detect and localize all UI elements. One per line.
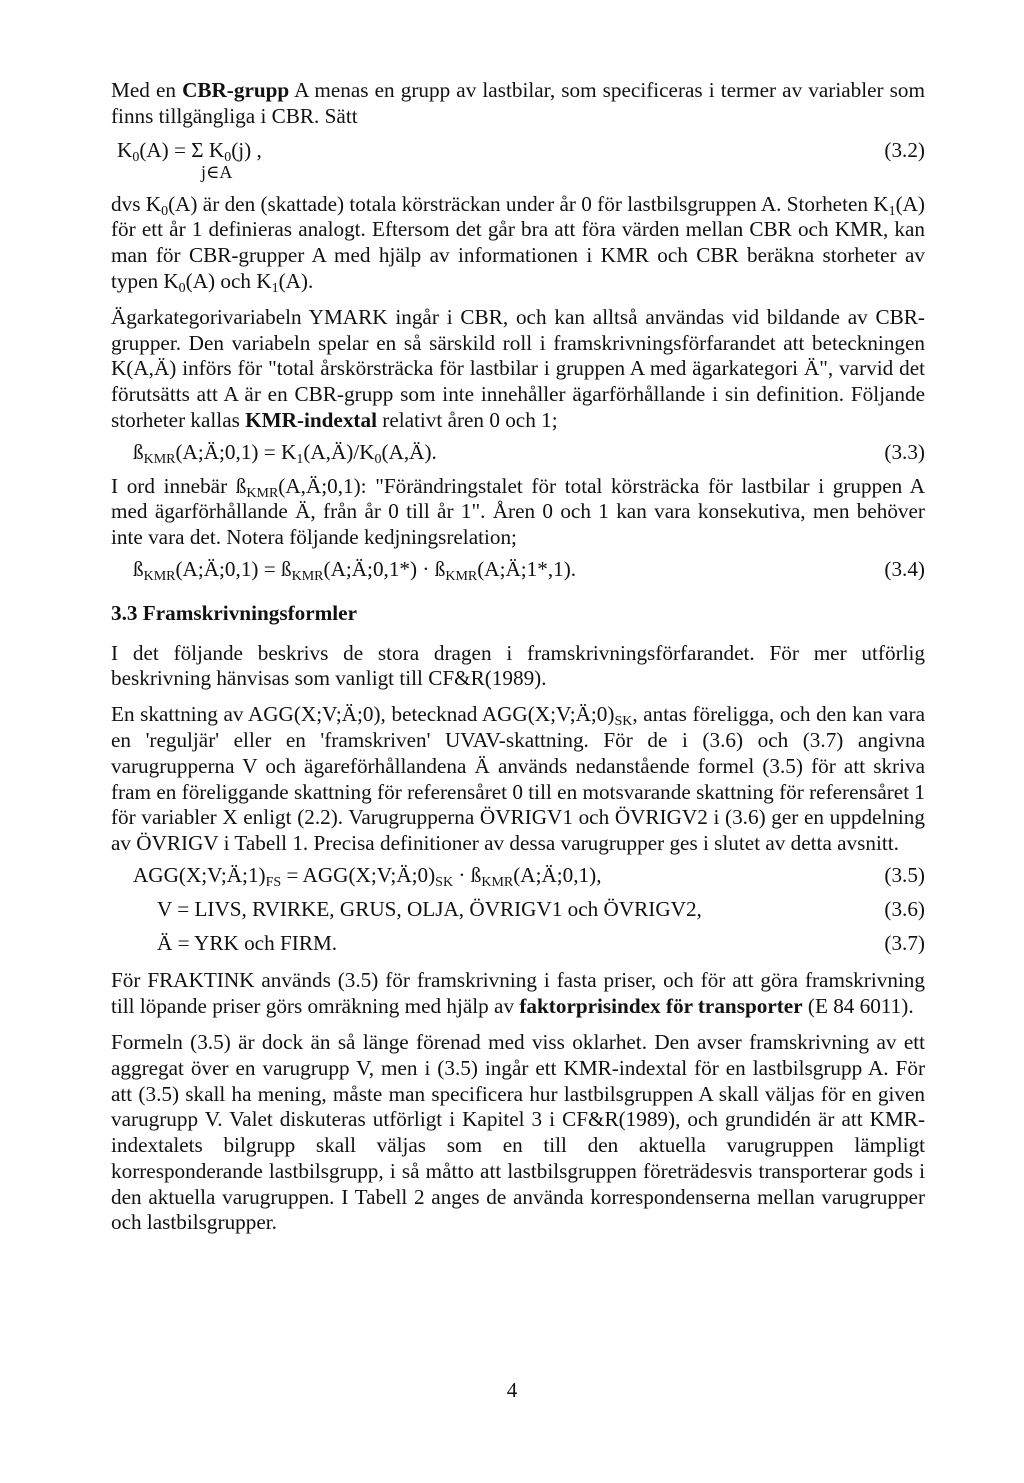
subscript: 1 [888, 203, 896, 219]
subscript: KMR [246, 485, 279, 501]
equation-number: (3.5) [884, 862, 925, 887]
subscript: 0 [224, 149, 232, 165]
text: Med en [111, 78, 183, 102]
subscript: SK [614, 714, 633, 730]
paragraph-i-ord [111, 474, 925, 551]
eq-part: ß [133, 439, 144, 464]
equation-3-6: V = LIVS, RVIRKE, GRUS, OLJA, ÖVRIGV1 och ÖVRIGV2, [157, 896, 702, 921]
eq-part: (j) , [231, 137, 262, 162]
text: (A,Ä;0,1): "Förändringstalet för total körsträcka för lastbilar i gruppen A med ägarförhållande Ä, från år 0 till år 1". Åren 0 och 1 kan vara konsekutiva, men behöver inte vara det. Notera följande kedjningsrelation; [111, 473, 925, 550]
equation-number: (3.2) [884, 137, 925, 162]
text: (A) för ett år 1 definieras analogt. Eftersom det går bra att föra värden mellan CBR och KMR, kan man för CBR-grupper A med hjälp av informationen i KMR och CBR beräkna storheter av typen K [111, 191, 925, 293]
text: (A). [278, 268, 314, 293]
subscript: KMR [143, 568, 176, 584]
eq-part: (A;Ä;1*,1). [477, 556, 577, 581]
subscript: 0 [178, 280, 186, 296]
equation-3-7: Ä = YRK och FIRM. [157, 930, 338, 955]
equation-3-2 [111, 138, 925, 188]
eq-part: (A) = Σ K [139, 137, 225, 162]
eq-part: AGG(X;V;Ä;1) [133, 862, 266, 887]
bold-term: KMR-indextal [245, 407, 377, 432]
paragraph-cbr-grupp [111, 78, 925, 130]
eq-part: ß [133, 556, 144, 581]
subscript: KMR [143, 451, 176, 467]
text: , antas föreligga, och den kan vara en 'reguljär' eller en 'framskriven' UVAV-skattning. För de i (3.6) och (3.7) angivna varugrupperna V och ägareförhållandena Ä används nedanstående formel (3.5) för att skriva fram en föreliggande skattning för referensåret 0 till en motsvarande skattning för referensåret 1 för variabler X enligt (2.2). Varugrupperna ÖVRIGV1 och ÖVRIGV2 i (3.6) ger en uppdelning av ÖVRIGV i Tabell 1. Precisa definitioner av dessa varugrupper ges i slutet av detta avsnitt. [111, 702, 925, 856]
document-page [111, 78, 925, 1246]
section-heading: 3.3 Framskrivningsformler [111, 600, 357, 625]
eq-part: (A;Ä;0,1) = K [175, 439, 297, 464]
text: I ord innebär ß [111, 473, 247, 498]
paragraph-fraktink [111, 968, 925, 1020]
subscript: KMR [445, 568, 478, 584]
eq-part: (A;Ä;0,1), [513, 862, 602, 887]
paragraph-formeln: Formeln (3.5) är dock än så länge förenad med viss oklarhet. Den avser framskrivning av ett aggregat över en varugrupp V, men i (3.5) ingår ett KMR-indextal för en lastbilsgrupp A. För att (3.5) skall ha mening, måste man specificera hur lastbilsgruppen A skall väljas för en given varugrupp V. Valet diskuteras utförligt i Kapitel 3 i CF&R(1989), och grundidén är att KMR-indextalets bilgrupp skall väljas som en till den aktuella varugruppen lämpligt korresponderande lastbilsgrupp, i så måtto att lastbilsgruppen företrädesvis transporterar gods i den aktuella varugruppen. I Tabell 2 anges de använda korrespondenserna mellan varugrupper och lastbilsgrupper. [111, 1029, 925, 1235]
text: En skattning av AGG(X;V;Ä;0), betecknad AGG(X;V;Ä;0) [111, 702, 615, 727]
text: A menas en grupp av lastbilar, som specificeras i termer av variabler som finns tillgängliga i CBR. Sätt [111, 78, 926, 128]
text: För FRAKTINK används (3.5) för framskrivning i fasta priser, och för att göra framskrivning till löpande priser görs omräkning med hjälp av [111, 968, 925, 1019]
text: (A) och K [185, 268, 272, 293]
subscript: KMR [481, 874, 514, 890]
subscript: 0 [374, 451, 382, 467]
subscript: KMR [291, 568, 324, 584]
equation-3-4 [133, 557, 925, 583]
text: (E 84 6011). [802, 994, 914, 1019]
subscript: 0 [161, 203, 169, 219]
paragraph-det-foljande: I det följande beskrivs de stora dragen i framskrivningsförfarandet. För mer utförlig beskrivning hänvisas som vanligt till CF&R(1989). [111, 640, 925, 691]
equation-body [133, 440, 437, 466]
paragraph-ymark [111, 305, 925, 434]
text: relativt åren 0 och 1; [376, 407, 558, 432]
equation-3-3 [133, 440, 925, 466]
subscript: 1 [296, 451, 304, 467]
subscript: 0 [132, 149, 140, 165]
sum-index: j∈A [201, 161, 233, 182]
equation-number: (3.6) [884, 896, 925, 921]
equation-number: (3.3) [884, 439, 925, 464]
equation-body [133, 557, 576, 583]
bold-term: faktorprisindex för transporter [519, 994, 803, 1019]
eq-part: (A;Ä;0,1) = ß [175, 556, 292, 581]
equation-body [117, 138, 262, 164]
paragraph-k0-definition [111, 192, 925, 295]
subscript: FS [265, 874, 282, 890]
eq-part: · ß [453, 862, 482, 887]
subscript: 1 [271, 280, 279, 296]
equation-number: (3.7) [884, 930, 925, 955]
equation-3-5 [133, 863, 865, 889]
eq-part: (A;Ä;0,1*) · ß [323, 556, 446, 581]
eq-part: (A,Ä). [381, 439, 437, 464]
eq-part: K [117, 137, 133, 162]
text: dvs K [111, 191, 162, 216]
bold-term: CBR-grupp [182, 78, 290, 102]
equation-block-3-5-to-3-7 [133, 863, 925, 956]
paragraph-en-skattning [111, 702, 925, 857]
eq-part: = AGG(X;V;Ä;0) [281, 862, 436, 887]
text: Ägarkategorivariabeln YMARK ingår i CBR, och kan alltså användas vid bildande av CBR-grupper. Den variabeln spelar en så särskild roll i framskrivningsförfarandet att beteckningen K(A,Ä) införs för "total årskörsträcka för lastbilar i gruppen A med ägarkategori Ä", varvid det förutsätts att A är en CBR-grupp som inte innehåller ägarförhållande i sin definition. Följande storheter kallas [111, 304, 925, 432]
eq-part: (A,Ä)/K [303, 439, 375, 464]
page-number: 4 [506, 1378, 518, 1402]
text: (A) är den (skattade) totala körsträckan under år 0 för lastbilsgruppen A. Storheten K [168, 191, 889, 216]
subscript: SK [435, 874, 454, 890]
equation-number: (3.4) [884, 556, 925, 581]
